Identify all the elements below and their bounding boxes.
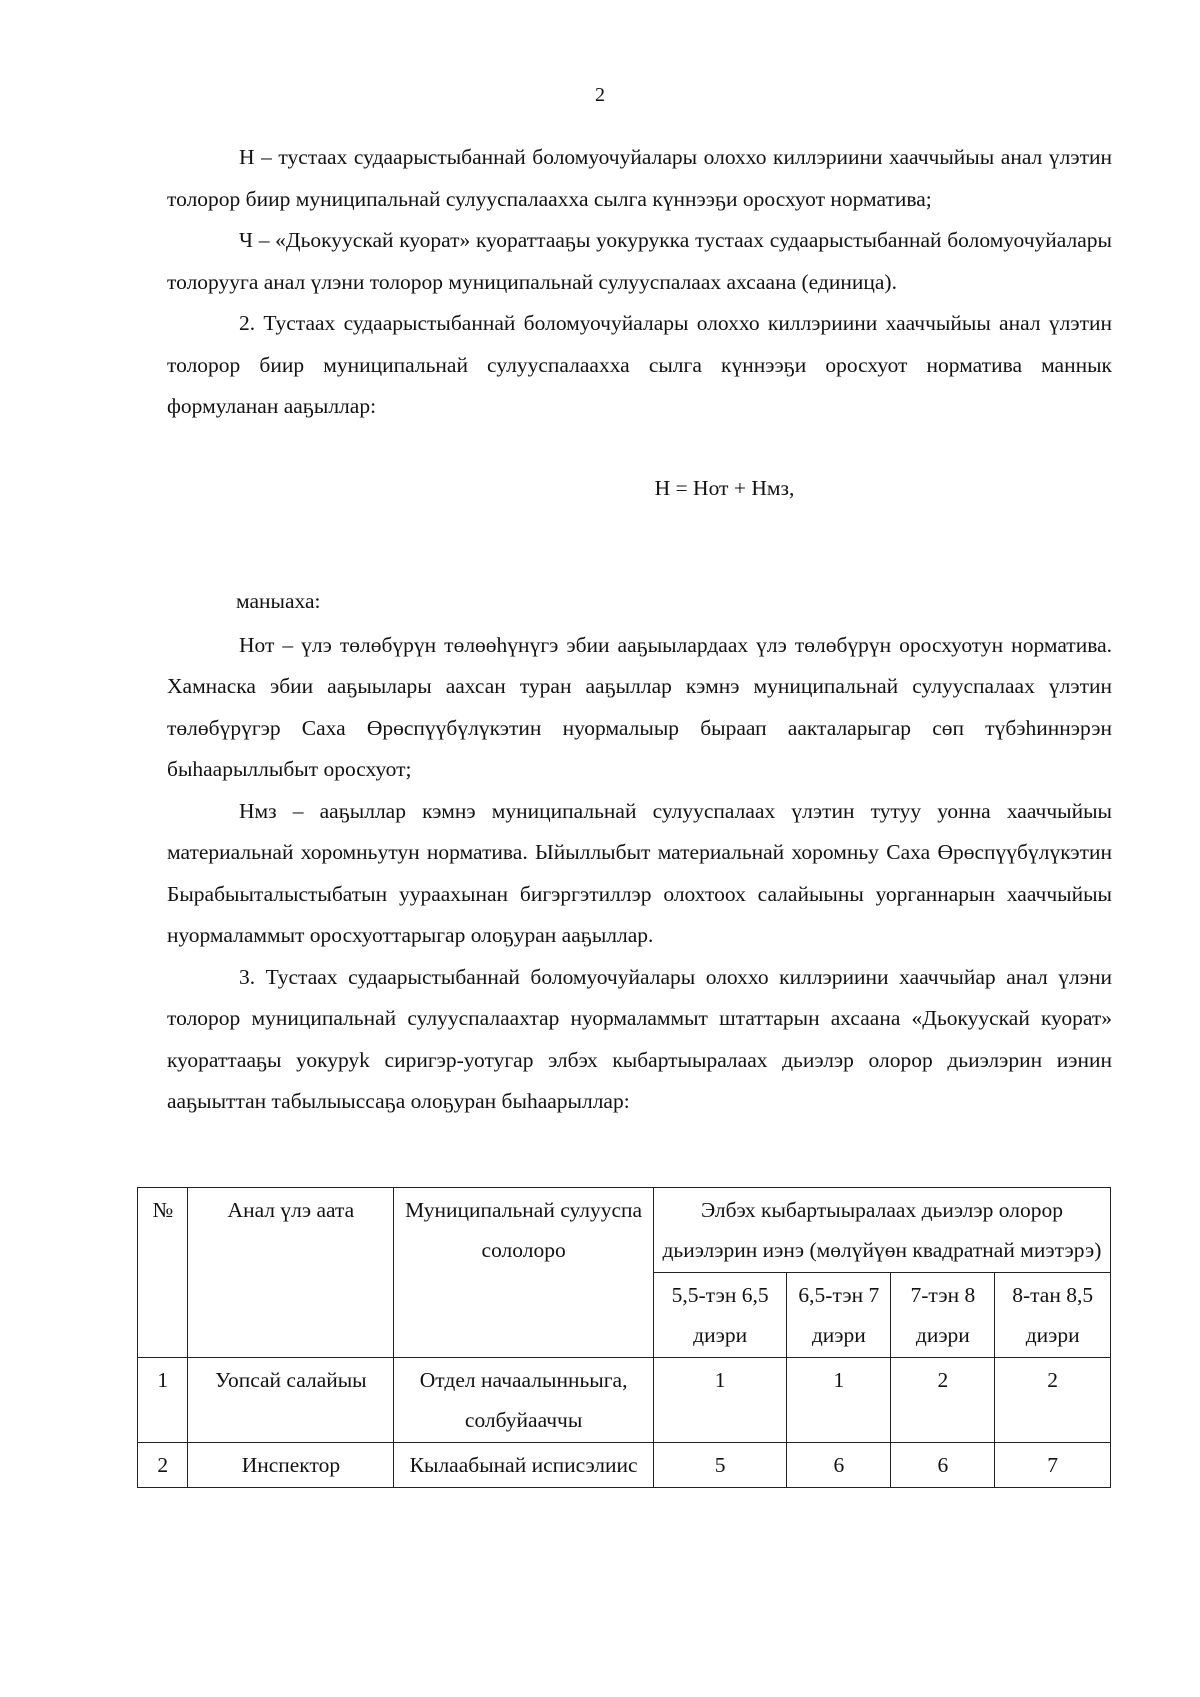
row-value: 1 (653, 1358, 786, 1443)
header-range: 6,5-тэн 7 диэри (787, 1273, 891, 1358)
row-value: 6 (891, 1443, 995, 1488)
table-row (138, 1358, 1111, 1443)
row-value: 5 (653, 1443, 786, 1488)
row-value: 7 (995, 1443, 1111, 1488)
paragraph: Нмз – ааҕыллар кэмнэ муниципальнай сулууспалаах үлэтин тутуу уонна хааччыйыы материальнай хоромньутун норматива. Ыйыллыбыт материальнай хоромньу Саха Өрөспүүбүлүкэтин Бырабыыталыстыбатын уураахынан бигэргэтиллэр олохтоох салайыыны уорганнарын хааччыйыы нуормаламмыт оросхуоттарыгар олоҕуран ааҕыллар. (167, 798, 1112, 947)
header-range: 5,5-тэн 6,5 диэри (653, 1273, 786, 1358)
row-job: Инспектор (188, 1443, 394, 1488)
page-number: 2 (595, 84, 605, 106)
row-number: 1 (138, 1358, 188, 1443)
paragraph: 3. Тустаах судаарыстыбаннай боломуочуйалары олоххо киллэриини хааччыйар анал үлэни толорор муниципальнай сулууспалаахтар нуормаламмыт штаттарын ахсаана «Дьокуускай куорат» куораттааҕы уокуруk сиригэр-уотугар элбэх кыбартыыралаах дьиэлэр олорор дьиэлэрин иэнин ааҕыыттан табылыыссаҕа олоҕуран быһаарыллар: (167, 964, 1112, 1113)
staff-norm-table (137, 1187, 1111, 1488)
header-range: 7-тэн 8 диэри (891, 1273, 995, 1358)
row-job: Уопсай салайыы (188, 1358, 394, 1443)
paragraph: 2. Тустаах судаарыстыбаннай боломуочуйалары олоххо киллэриини хааччыйыы анал үлэтин толорор биир муниципальнай сулууспалаахха сылга күннээҕи оросхуот норматива маннык формуланан ааҕыллар: (167, 311, 1112, 418)
row-value: 1 (787, 1358, 891, 1443)
row-position: Кылаабынай исписэлиис (394, 1443, 654, 1488)
row-position: Отдел начаалынньыга, солбуйааччы (394, 1358, 654, 1443)
header-job: Анал үлэ аата (188, 1188, 394, 1358)
table-header-row (138, 1188, 1111, 1273)
paragraph: Н – тустаах судаарыстыбаннай боломуочуйалары олоххо киллэриини хааччыйыы анал үлэтин толорор биир муниципальнай сулууспалаахха сылга күннээҕи оросхуот норматива; (167, 145, 1112, 211)
row-value: 2 (891, 1358, 995, 1443)
where-label: маныаха: (236, 589, 321, 613)
paragraph: Нот – үлэ төлөбүрүн төлөөһүнүгэ эбии ааҕыылардаах үлэ төлөбүрүн оросхуотун норматива. Хамнаска эбии ааҕыылары аахсан туран ааҕыллар кэмнэ муниципальнай сулууспалаах үлэтин төлөбүрүгэр Саха Өрөспүүбүлүкэтин нуормалыыр быраап аакталарыгар сөп түбэһиннэрэн быһаарыллыбыт оросхуот; (167, 632, 1112, 781)
document-body (167, 137, 1112, 1123)
paragraph: Ч – «Дьокуускай куорат» куораттааҕы уокурукка тустаах судаарыстыбаннай боломуочуйалары толорууга анал үлэни толорор муниципальнай сулууспалаах ахсаана (единица). (167, 228, 1112, 294)
row-value: 2 (995, 1358, 1111, 1443)
table-row (138, 1443, 1111, 1488)
header-range: 8-тан 8,5 диэри (995, 1273, 1111, 1358)
row-number: 2 (138, 1443, 188, 1488)
header-area-group: Элбэх кыбартыыралаах дьиэлэр олорор дьиэлэрин иэнэ (мөлүйүөн квадратнай миэтэрэ) (653, 1188, 1110, 1273)
header-position: Муниципальнай сулууспа сололоро (394, 1188, 654, 1358)
formula: Н = Нот + Нмз, (654, 475, 795, 500)
row-value: 6 (787, 1443, 891, 1488)
header-number: № (138, 1188, 188, 1358)
